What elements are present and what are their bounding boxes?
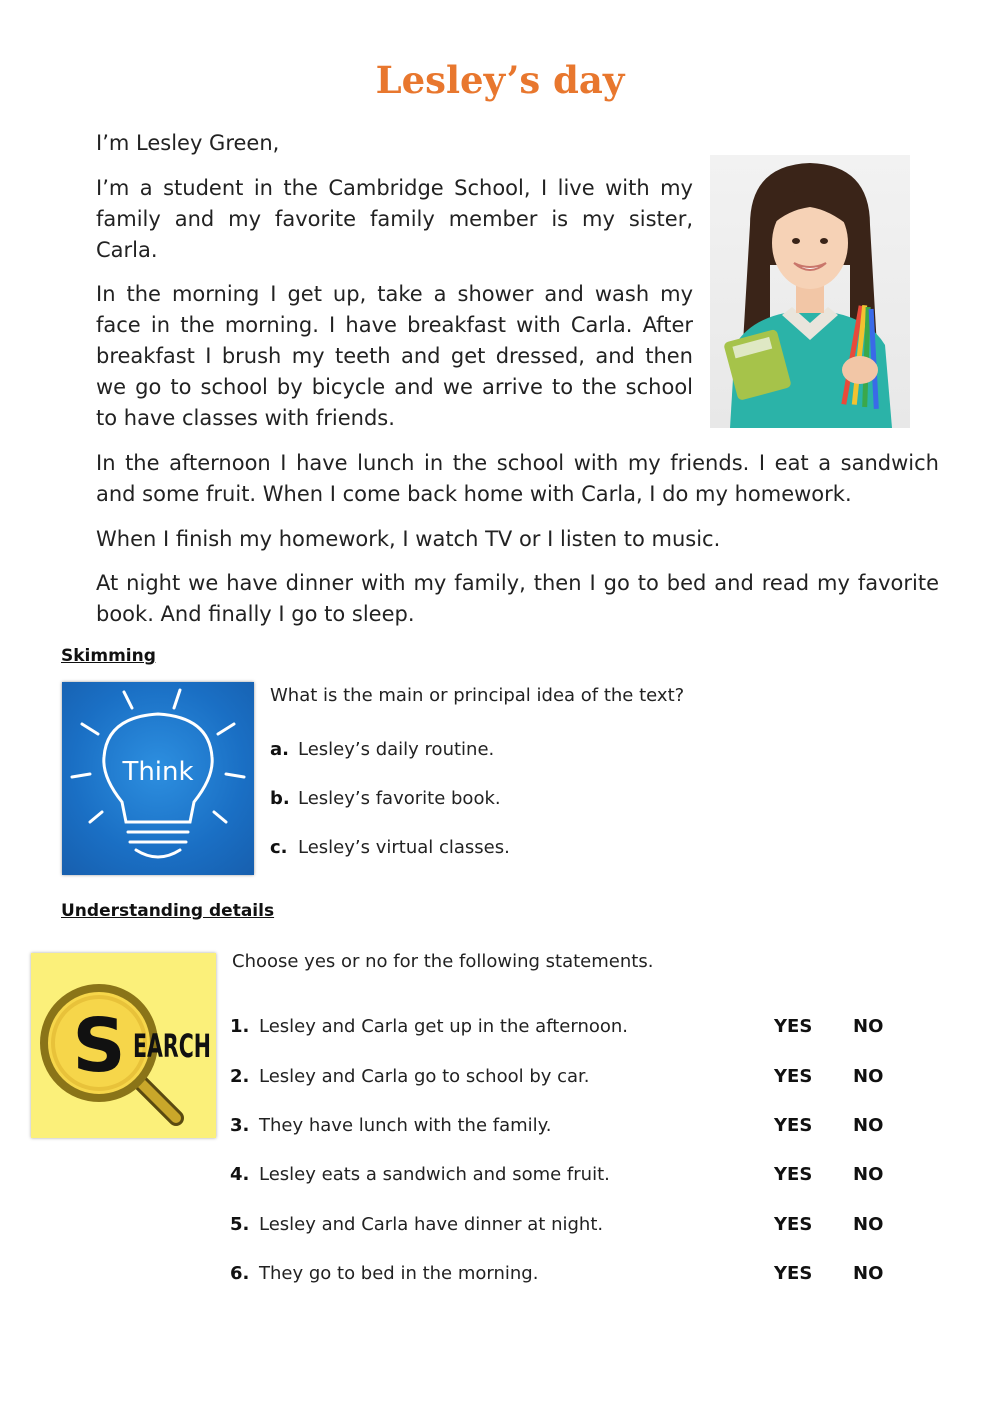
afternoon-paragraph: In the afternoon I have lunch in the school with my friends. I eat a sandwich and some fruit. When I come back home with Carla, I do my homework. [96, 451, 939, 506]
lightbulb-icon [62, 682, 254, 875]
statement-text: Lesley and Carla get up in the afternoon. [259, 1016, 629, 1037]
statement-number: 1. [230, 1016, 250, 1037]
option-text: Lesley’s daily routine. [298, 739, 495, 760]
statement-row [230, 1066, 930, 1090]
statement-number: 4. [230, 1164, 250, 1185]
statement-text: Lesley and Carla go to school by car. [259, 1066, 590, 1087]
statement-number: 5. [230, 1214, 250, 1235]
homework-paragraph: When I finish my homework, I watch TV or I listen to music. [96, 527, 721, 551]
statement-row [230, 1016, 930, 1040]
option-b[interactable] [270, 788, 501, 809]
statement-text: They have lunch with the family. [259, 1115, 552, 1136]
option-a[interactable] [270, 739, 494, 760]
statement-row [230, 1263, 930, 1287]
details-heading: Understanding details [61, 901, 275, 921]
no-option[interactable]: NO [853, 1066, 884, 1087]
page-title: Lesley’s day [375, 58, 625, 102]
statement-row [230, 1214, 930, 1238]
no-option[interactable]: NO [853, 1214, 884, 1235]
girl-illustration [710, 155, 910, 428]
think-label: Think [122, 757, 194, 787]
yes-option[interactable]: YES [774, 1214, 813, 1235]
option-letter: c. [270, 837, 288, 858]
details-instruction: Choose yes or no for the following statements. [232, 951, 654, 972]
option-text: Lesley’s favorite book. [298, 788, 501, 809]
option-c[interactable] [270, 837, 510, 858]
skimming-question: What is the main or principal idea of the text? [270, 685, 685, 706]
search-big-letter: S [72, 1003, 126, 1089]
statement-text: Lesley and Carla have dinner at night. [259, 1214, 604, 1235]
statement-number: 3. [230, 1115, 250, 1136]
yes-option[interactable]: YES [774, 1016, 813, 1037]
think-image [62, 682, 254, 875]
option-letter: b. [270, 788, 290, 809]
no-option[interactable]: NO [853, 1115, 884, 1136]
yes-option[interactable]: YES [774, 1066, 813, 1087]
statement-text: Lesley eats a sandwich and some fruit. [259, 1164, 610, 1185]
morning-paragraph: In the morning I get up, take a shower and wash my face in the morning. I have breakfast with Carla. After breakfast I brush my teeth and get dressed, and then we go to school by bicycle and we arrive to the school to have classes with friends. [96, 282, 693, 430]
search-image [31, 953, 216, 1138]
option-text: Lesley’s virtual classes. [298, 837, 510, 858]
skimming-heading: Skimming [61, 646, 156, 666]
yes-option[interactable]: YES [774, 1164, 813, 1185]
yes-option[interactable]: YES [774, 1115, 813, 1136]
statement-row [230, 1115, 930, 1139]
no-option[interactable]: NO [853, 1263, 884, 1284]
yes-option[interactable]: YES [774, 1263, 813, 1284]
magnifier-icon [31, 953, 216, 1138]
statement-number: 6. [230, 1263, 250, 1284]
option-letter: a. [270, 739, 289, 760]
night-paragraph: At night we have dinner with my family, then I go to bed and read my favorite book. And finally I go to sleep. [96, 571, 939, 626]
statement-text: They go to bed in the morning. [259, 1263, 539, 1284]
search-rest-letters: EARCH [133, 1027, 211, 1065]
student-paragraph: I’m a student in the Cambridge School, I live with my family and my favorite family member is my sister, Carla. [96, 176, 693, 262]
no-option[interactable]: NO [853, 1016, 884, 1037]
intro-paragraph: I’m Lesley Green, [96, 131, 280, 155]
statement-number: 2. [230, 1066, 250, 1087]
statement-row [230, 1164, 930, 1188]
no-option[interactable]: NO [853, 1164, 884, 1185]
girl-photo [710, 155, 910, 428]
